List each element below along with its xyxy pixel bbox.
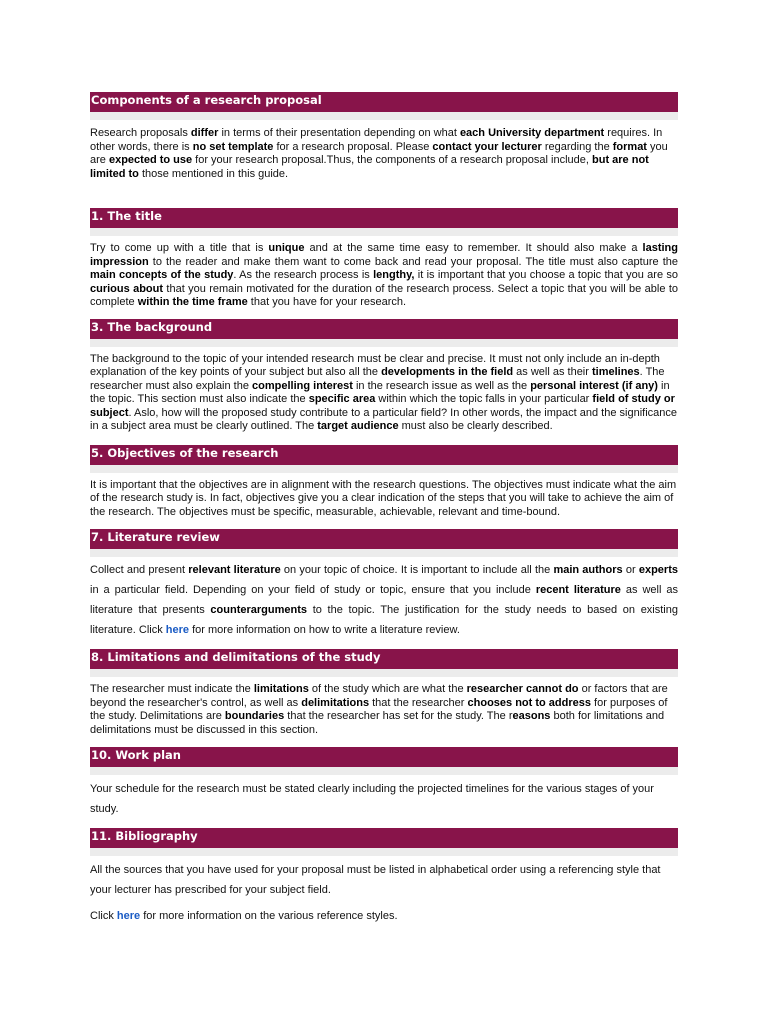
body-text: Click — [90, 910, 117, 922]
document-content — [90, 92, 678, 924]
section-heading: Components of a research proposal — [90, 92, 678, 112]
section-heading: 5. Objectives of the research — [90, 445, 678, 465]
bold-text: lasting impression — [90, 242, 678, 268]
section-paragraph — [90, 127, 678, 181]
section-paragraph — [90, 242, 678, 310]
bold-text: boundaries — [224, 710, 285, 722]
bold-text: recent literature — [535, 584, 621, 596]
body-text: in terms of their presentation depending on what — [218, 127, 460, 139]
section-objectives — [90, 445, 678, 520]
body-text: . As the research process is — [233, 269, 374, 281]
bold-text: within the time frame — [137, 296, 248, 308]
body-text: for more information on the various reference styles. — [140, 910, 398, 922]
body-text: regarding the — [541, 140, 613, 153]
section-limitations — [90, 649, 678, 737]
bold-text: counterarguments — [210, 604, 307, 616]
bold-text: format — [612, 140, 647, 153]
body-text: of the study which are what the — [308, 683, 467, 695]
body-text: as well as their — [513, 366, 592, 378]
bold-text: delimitations — [301, 696, 370, 709]
body-text: as well as literature that presents — [90, 584, 678, 616]
bold-text: easons — [512, 710, 551, 722]
body-text: to the topic. The justification for the study needs to based on existing literature. Click — [90, 604, 678, 636]
bold-text: relevant literature — [188, 564, 281, 576]
body-text: in the topic. This section must also indicate the — [90, 379, 670, 405]
body-text: on your topic of choice. It is important to include all the — [280, 564, 554, 576]
section-heading: 10. Work plan — [90, 747, 678, 767]
section-paragraph — [90, 560, 678, 640]
body-text: Collect and present — [90, 564, 189, 576]
body-text: that you remain motivated for the duration of the research process. Select a topic that you will be able to complete — [90, 282, 678, 308]
body-text: that you have for your research. — [247, 296, 407, 308]
body-text: It is important that the objectives are in alignment with the research questions. The objectives must indicate what the aim of the research study is. In fact, objectives give you a clear indication of the steps that you will take to achieve the aim of the research. The objectives must be specific, measurable, achievable, relevant and time-bound. — [90, 478, 677, 518]
bold-text: curious about — [90, 282, 164, 295]
body-text: must also be clearly described. — [398, 420, 553, 432]
section-heading: 7. Literature review — [90, 529, 678, 549]
bold-text: specific area — [308, 393, 376, 405]
body-text: for a research proposal. Please — [273, 140, 433, 153]
section-title — [90, 208, 678, 310]
body-text: and at the same time easy to remember. It should also make a — [304, 242, 643, 254]
bold-text: differ — [190, 127, 219, 139]
bold-text: no set template — [192, 140, 274, 153]
bold-text: personal interest (if any) — [530, 379, 658, 392]
body-text: The background to the topic of your intended research must be clear and precise. It must not only include an in-depth explanation of the key points of your subject but also all the — [90, 352, 660, 378]
body-text: within which the topic falls in your particular — [375, 393, 593, 405]
body-text: or — [622, 564, 639, 576]
bold-text: field of study or subject — [90, 393, 675, 419]
section-paragraph — [90, 860, 678, 900]
body-text: requires. In other words, there is — [90, 127, 663, 153]
body-text: you are — [90, 140, 668, 166]
section-heading: 1. The title — [90, 208, 678, 228]
section-paragraph — [90, 779, 678, 819]
bold-text: each University department — [459, 127, 605, 139]
bold-text: but are not limited to — [90, 154, 649, 180]
bold-text: contact your lecturer — [432, 140, 542, 153]
bold-text: limitations — [253, 683, 309, 695]
body-text: for your research proposal.Thus, the components of a research proposal include, — [192, 154, 592, 166]
body-text: for more information on how to write a literature review. — [189, 624, 460, 636]
section-heading: 11. Bibliography — [90, 828, 678, 848]
section-background — [90, 319, 678, 434]
body-text: in the research issue as well as the — [352, 379, 531, 392]
bold-text: unique — [268, 242, 305, 254]
body-text: Try to come up with a title that is — [90, 242, 269, 254]
section-paragraph — [90, 479, 678, 520]
bold-text: main authors — [553, 564, 623, 576]
section-heading: 3. The background — [90, 319, 678, 339]
bold-text: researcher cannot do — [466, 683, 579, 695]
here-link[interactable]: here — [165, 624, 190, 636]
section-paragraph — [90, 910, 678, 924]
body-text: those mentioned in this guide. — [138, 167, 289, 180]
body-text: to the reader and make them want to come back and read your proposal. The title must also capture the — [148, 255, 678, 268]
bold-text: developments in the field — [381, 366, 514, 378]
body-text: or factors that are beyond the researcher's control, as well as — [90, 683, 668, 709]
here-link[interactable]: here — [116, 910, 141, 922]
body-text: Your schedule for the research must be stated clearly including the projected timelines for the various stages of your study. — [90, 783, 654, 815]
body-text: The researcher must indicate the — [90, 683, 254, 695]
bold-text: compelling interest — [252, 379, 353, 392]
bold-text: main concepts of the study — [90, 269, 234, 281]
section-literature-review — [90, 529, 678, 640]
body-text: both for limitations and delimitations must be discussed in this section. — [90, 710, 665, 736]
section-bibliography — [90, 828, 678, 924]
body-text: All the sources that you have used for your proposal must be listed in alphabetical order using a referencing style that your lecturer has prescribed for your subject field. — [90, 864, 661, 896]
body-text: that the researcher has set for the study. The r — [284, 710, 513, 722]
section-work-plan — [90, 747, 678, 819]
bold-text: chooses not to address — [467, 696, 591, 709]
section-components — [90, 92, 678, 181]
body-text: . Aslo, how will the proposed study contribute to a particular field? In other words, the impact and the significance in a subject area must be clearly outlined. The — [90, 406, 677, 432]
bold-text: timelines — [591, 366, 640, 378]
section-paragraph — [90, 683, 678, 737]
body-text: for purposes of the study. Delimitations are — [90, 696, 668, 722]
bold-text: expected to use — [108, 154, 193, 166]
bold-text: target audience — [317, 420, 399, 432]
section-heading: 8. Limitations and delimitations of the study — [90, 649, 678, 669]
body-text: that the researcher — [369, 696, 468, 709]
body-text: Research proposals — [90, 127, 191, 139]
bold-text: lengthy, — [373, 269, 415, 281]
body-text: in a particular field. Depending on your field of study or topic, ensure that you include — [90, 584, 536, 596]
body-text: it is important that you choose a topic that you are so — [414, 269, 678, 281]
section-paragraph — [90, 353, 678, 434]
body-text: . The researcher must also explain the — [90, 366, 665, 392]
bold-text: experts — [638, 564, 678, 576]
